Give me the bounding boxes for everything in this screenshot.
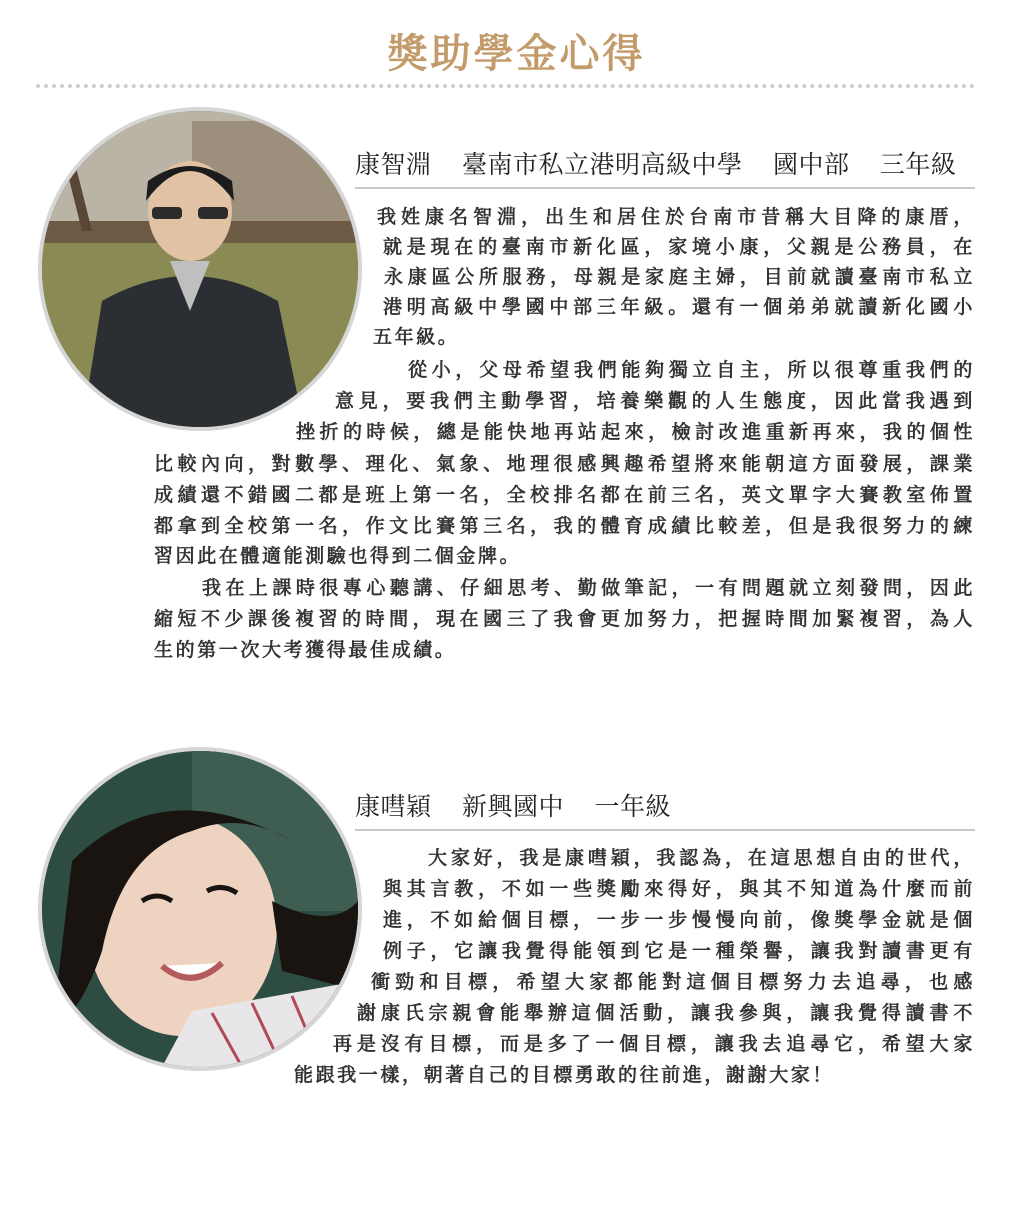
essay-line: 五年級。	[373, 326, 460, 348]
essay-line: 成績還不錯國二都是班上第一名，全校排名都在前三名，英文單字大賽教室佈置	[154, 484, 975, 506]
essay-line: 我在上課時很專心聽講、仔細思考、勤做筆記，一有問題就立刻發問，因此	[202, 577, 975, 599]
essay-line: 與其言教，不如一些獎勵來得好，與其不知道為什麼而前	[383, 878, 975, 900]
essay-line: 衝勁和目標，希望大家都能對這個目標努力去追尋，也感	[371, 971, 975, 993]
recipient-school: 臺南市私立港明高級中學	[461, 150, 743, 179]
essay-line: 就是現在的臺南市新化區，家境小康，父親是公務員，在	[383, 236, 975, 258]
essay-line: 能跟我一樣，朝著自己的目標勇敢的往前進，謝謝大家！	[294, 1064, 835, 1086]
portrait-girl-photo	[38, 747, 362, 1071]
page-title: 獎助學金心得	[387, 31, 646, 77]
essay-line: 港明高級中學國中部三年級。還有一個弟弟就讀新化國小	[383, 296, 975, 318]
essay-line: 我姓康名智淵，出生和居住於台南市昔稱大目降的康厝，	[377, 206, 975, 228]
recipient-name: 康嘒穎	[355, 792, 432, 821]
essay-line: 意見，要我們主動學習，培養樂觀的人生態度，因此當我遇到	[335, 390, 975, 412]
recipient-section-1	[0, 105, 1033, 675]
essay-line: 進，不如給個目標，一步一步慢慢向前，像獎學金就是個	[383, 909, 975, 931]
recipient-section-2	[0, 745, 1033, 1105]
portrait-boy-photo	[38, 107, 362, 431]
recipient-heading	[355, 145, 975, 189]
essay-line: 習因此在體適能測驗也得到二個金牌。	[154, 545, 522, 567]
essay-line: 永康區公所服務，母親是家庭主婦，目前就讀臺南市私立	[384, 266, 975, 288]
recipient-school: 新興國中	[461, 792, 564, 821]
essay-line: 大家好，我是康嘒穎，我認為，在這思想自由的世代，	[428, 847, 975, 869]
title-divider	[36, 84, 975, 88]
recipient-division: 國中部	[772, 150, 850, 179]
essay-line: 縮短不少課後複習的時間，現在國三了我會更加努力，把握時間加緊複習，為人	[154, 608, 975, 630]
essay-line: 再是沒有目標，而是多了一個目標，讓我去追尋它，希望大家	[333, 1033, 975, 1055]
essay-line: 挫折的時候，總是能快地再站起來，檢討改進重新再來，我的個性	[296, 421, 975, 443]
essay-line: 比較內向，對數學、理化、氣象、地理很感興趣希望將來能朝這方面發展，課業	[154, 453, 975, 475]
recipient-grade: 一年級	[594, 792, 671, 821]
essay-line: 謝康氏宗親會能舉辦這個活動，讓我參與，讓我覺得讀書不	[357, 1002, 975, 1024]
recipient-grade: 三年級	[879, 150, 957, 179]
essay-line: 生的第一次大考獲得最佳成績。	[154, 639, 457, 661]
essay-line: 例子，它讓我覺得能領到它是一種榮譽，讓我對讀書更有	[383, 940, 975, 962]
essay-line: 都拿到全校第一名，作文比賽第三名，我的體育成績比較差，但是我很努力的練	[154, 515, 975, 537]
recipient-name: 康智淵	[355, 150, 432, 179]
recipient-heading	[355, 787, 975, 831]
essay-line: 從小，父母希望我們能夠獨立自主，所以很尊重我們的	[408, 359, 975, 381]
